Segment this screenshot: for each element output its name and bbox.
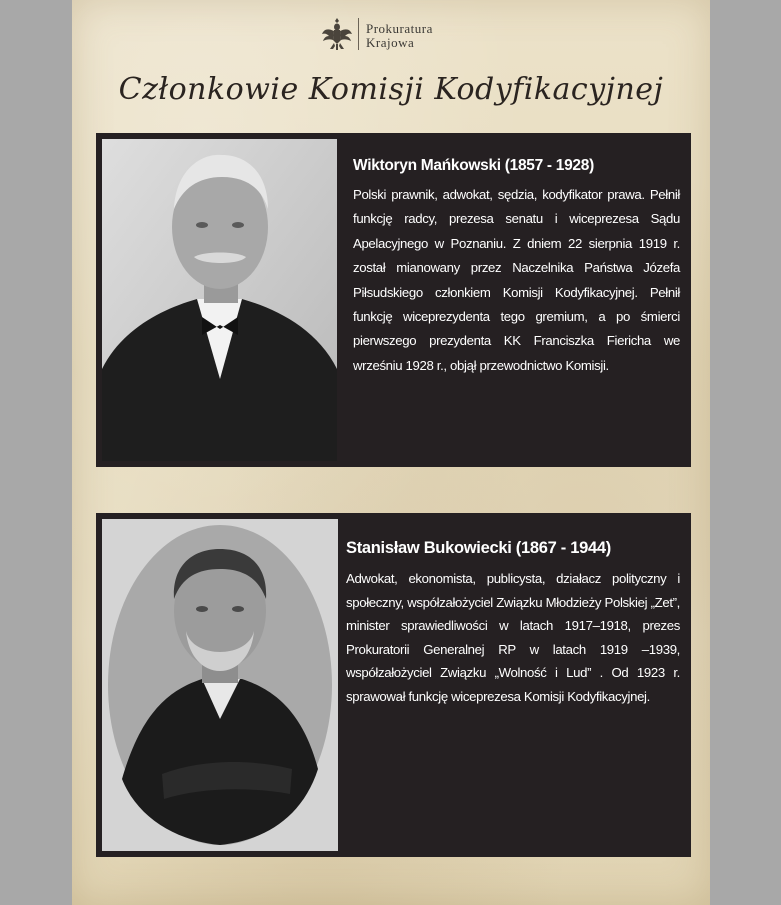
logo-text-line1: Prokuratura — [366, 21, 433, 36]
polish-eagle-emblem-icon — [320, 16, 354, 52]
bio-name: Stanisław Bukowiecki (1867 - 1944) — [346, 539, 611, 557]
poster-page — [72, 0, 710, 905]
logo-divider — [358, 18, 359, 50]
portrait-photo — [102, 139, 337, 461]
portrait-image — [102, 139, 337, 461]
bio-card-bukowiecki — [96, 513, 691, 857]
portrait-image — [102, 519, 338, 851]
bio-name: Wiktoryn Mańkowski (1857 - 1928) — [353, 157, 594, 174]
logo-text-line2: Krajowa — [366, 35, 415, 50]
bio-card-mankowski — [96, 133, 691, 467]
bio-text: Adwokat, ekonomista, publicysta, działacz polityczny i społeczny, współzałożyciel Związku Młodzieży Polskiej „Zet”, minister sprawiedliwości w latach 1917–1918, prezes Prokuratorii Generalnej RP w latach 1919 –1939, współzałożyciel Związku „Wolność i Lud” . Od 1923 r. sprawował funkcję wiceprezesa Komisji Kodyfikacyjnej. — [346, 571, 680, 704]
portrait-photo — [102, 519, 338, 851]
page-title: Członkowie Komisji Kodyfikacyjnej — [118, 72, 664, 107]
bio-text: Polski prawnik, adwokat, sędzia, kodyfikator prawa. Pełnił funkcję radcy, prezesa senatu i wiceprezesa Sądu Apelacyjnego w Poznaniu. Z dniem 22 sierpnia 1919 r. został mianowany przez Naczelnika Państwa Józefa Piłsudskiego członkiem Komisji Kodyfikacyjnej. Pełnił funkcję wiceprezydenta tego gremium, a po śmierci pierwszego prezydenta KK Franciszka Fiericha we wrześniu 1928 r., objął przewodnictwo Komisji. — [353, 187, 680, 373]
